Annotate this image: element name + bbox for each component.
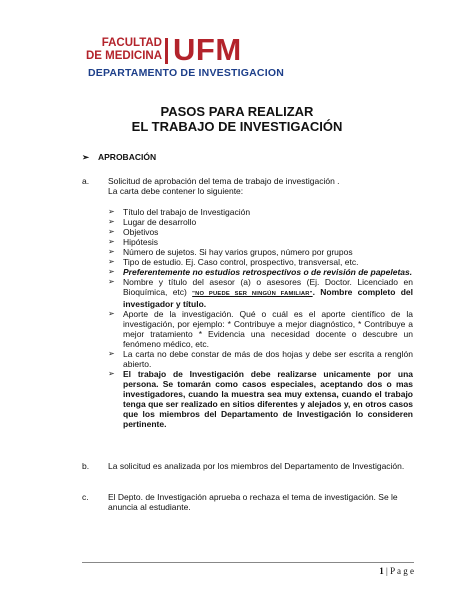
list-item: ➢ Hipótesis bbox=[108, 237, 158, 247]
page-title-line2: EL TRABAJO DE INVESTIGACIÓN bbox=[131, 119, 343, 134]
item-c-letter: c. bbox=[82, 492, 89, 502]
item-a-line1: Solicitud de aprobación del tema de trabajo de investigación . bbox=[108, 176, 340, 186]
arrow-bullet-icon: ➢ bbox=[82, 152, 90, 162]
page-title-line1: PASOS PARA REALIZAR bbox=[160, 104, 314, 119]
arrow-bullet-icon: ➢ bbox=[108, 217, 115, 226]
faculty-logo bbox=[65, 33, 445, 85]
arrow-bullet-icon: ➢ bbox=[108, 369, 115, 378]
no-family-note: "NO PUEDE SER NINGÚN FAMILIAR" bbox=[192, 291, 313, 297]
list-item: ➢ La carta no debe constar de más de dos hojas y debe ser escrita a renglón abierto. bbox=[108, 349, 413, 369]
logo-department: DEPARTAMENTO DE INVESTIGACION bbox=[88, 67, 284, 79]
list-item: ➢ Número de sujetos. Si hay varios grupos, número por grupos bbox=[108, 247, 353, 257]
arrow-bullet-icon: ➢ bbox=[108, 247, 115, 256]
page-footer bbox=[379, 566, 414, 576]
item-a-letter: a. bbox=[82, 176, 90, 186]
arrow-bullet-icon: ➢ bbox=[108, 349, 115, 358]
footer-label: P a g e bbox=[390, 566, 414, 576]
logo-ufm: UFM bbox=[173, 32, 242, 67]
list-item: ➢ Aporte de la investigación. Qué o cuál es el aporte científico de la investigación, por ejemplo: * Contribuye a mejor diagnóstico, * Contribuye a mejor tratamiento * Evidencia una necesidad docente o descubre un fenómeno médico, etc. bbox=[108, 309, 413, 349]
item-b-letter: b. bbox=[82, 461, 90, 471]
item-a-line2: La carta debe contener lo siguiente: bbox=[108, 186, 244, 196]
list-item: ➢ Objetivos bbox=[108, 227, 159, 237]
arrow-bullet-icon: ➢ bbox=[108, 257, 115, 266]
item-c-text: El Depto. de Investigación aprueba o rechaza el tema de investigación. Se le anuncia al estudiante. bbox=[108, 492, 398, 512]
arrow-bullet-icon: ➢ bbox=[108, 309, 115, 318]
logo-line1: FACULTAD bbox=[101, 37, 162, 49]
list-item: ➢ Preferentemente no estudios retrospectivos o de revisión de papeletas. bbox=[108, 267, 413, 277]
arrow-bullet-icon: ➢ bbox=[108, 237, 115, 246]
arrow-bullet-icon: ➢ bbox=[108, 277, 115, 286]
arrow-bullet-icon: ➢ bbox=[108, 227, 115, 236]
logo-faculty-text bbox=[65, 37, 162, 63]
list-item: ➢ Título del trabajo de Investigación bbox=[108, 207, 251, 217]
list-item: ➢ El trabajo de Investigación debe realizarse unicamente por una persona. Se tomarán como casos especiales, aceptando dos o mas investigadores, cuando la muestra sea muy extensa, cuando el trabajo tenga que ser realizado en sitios diferentes y alejados y, en otros casos que los miembros del Departamento de Investigación lo consideren pertinente. bbox=[108, 369, 413, 429]
footer-separator: | bbox=[383, 566, 391, 576]
section-label: APROBACIÓN bbox=[98, 152, 157, 162]
arrow-bullet-icon: ➢ bbox=[108, 207, 115, 216]
logo-divider bbox=[165, 38, 168, 64]
item-a-text bbox=[108, 176, 413, 196]
logo-line2: DE MEDICINA bbox=[85, 50, 162, 62]
arrow-bullet-icon: ➢ bbox=[108, 267, 115, 276]
requirements-list bbox=[108, 207, 413, 429]
list-item: ➢ Tipo de estudio. Ej. Caso control, prospectivo, transversal, etc. bbox=[108, 257, 359, 267]
footer-divider bbox=[82, 562, 414, 563]
section-heading bbox=[82, 152, 156, 163]
item-b-text: La solicitud es analizada por los miembros del Departamento de Investigación. bbox=[108, 461, 405, 471]
page-number: 1 bbox=[379, 566, 384, 576]
list-item: ➢ Nombre y título del asesor (a) o asesores (Ej. Doctor. Licenciado en Bioquímica, etc) "NO PUEDE SER NINGÚN FAMILIAR". Nombre completo del investigador y título. bbox=[108, 277, 413, 309]
list-item: ➢ Lugar de desarrollo bbox=[108, 217, 197, 227]
